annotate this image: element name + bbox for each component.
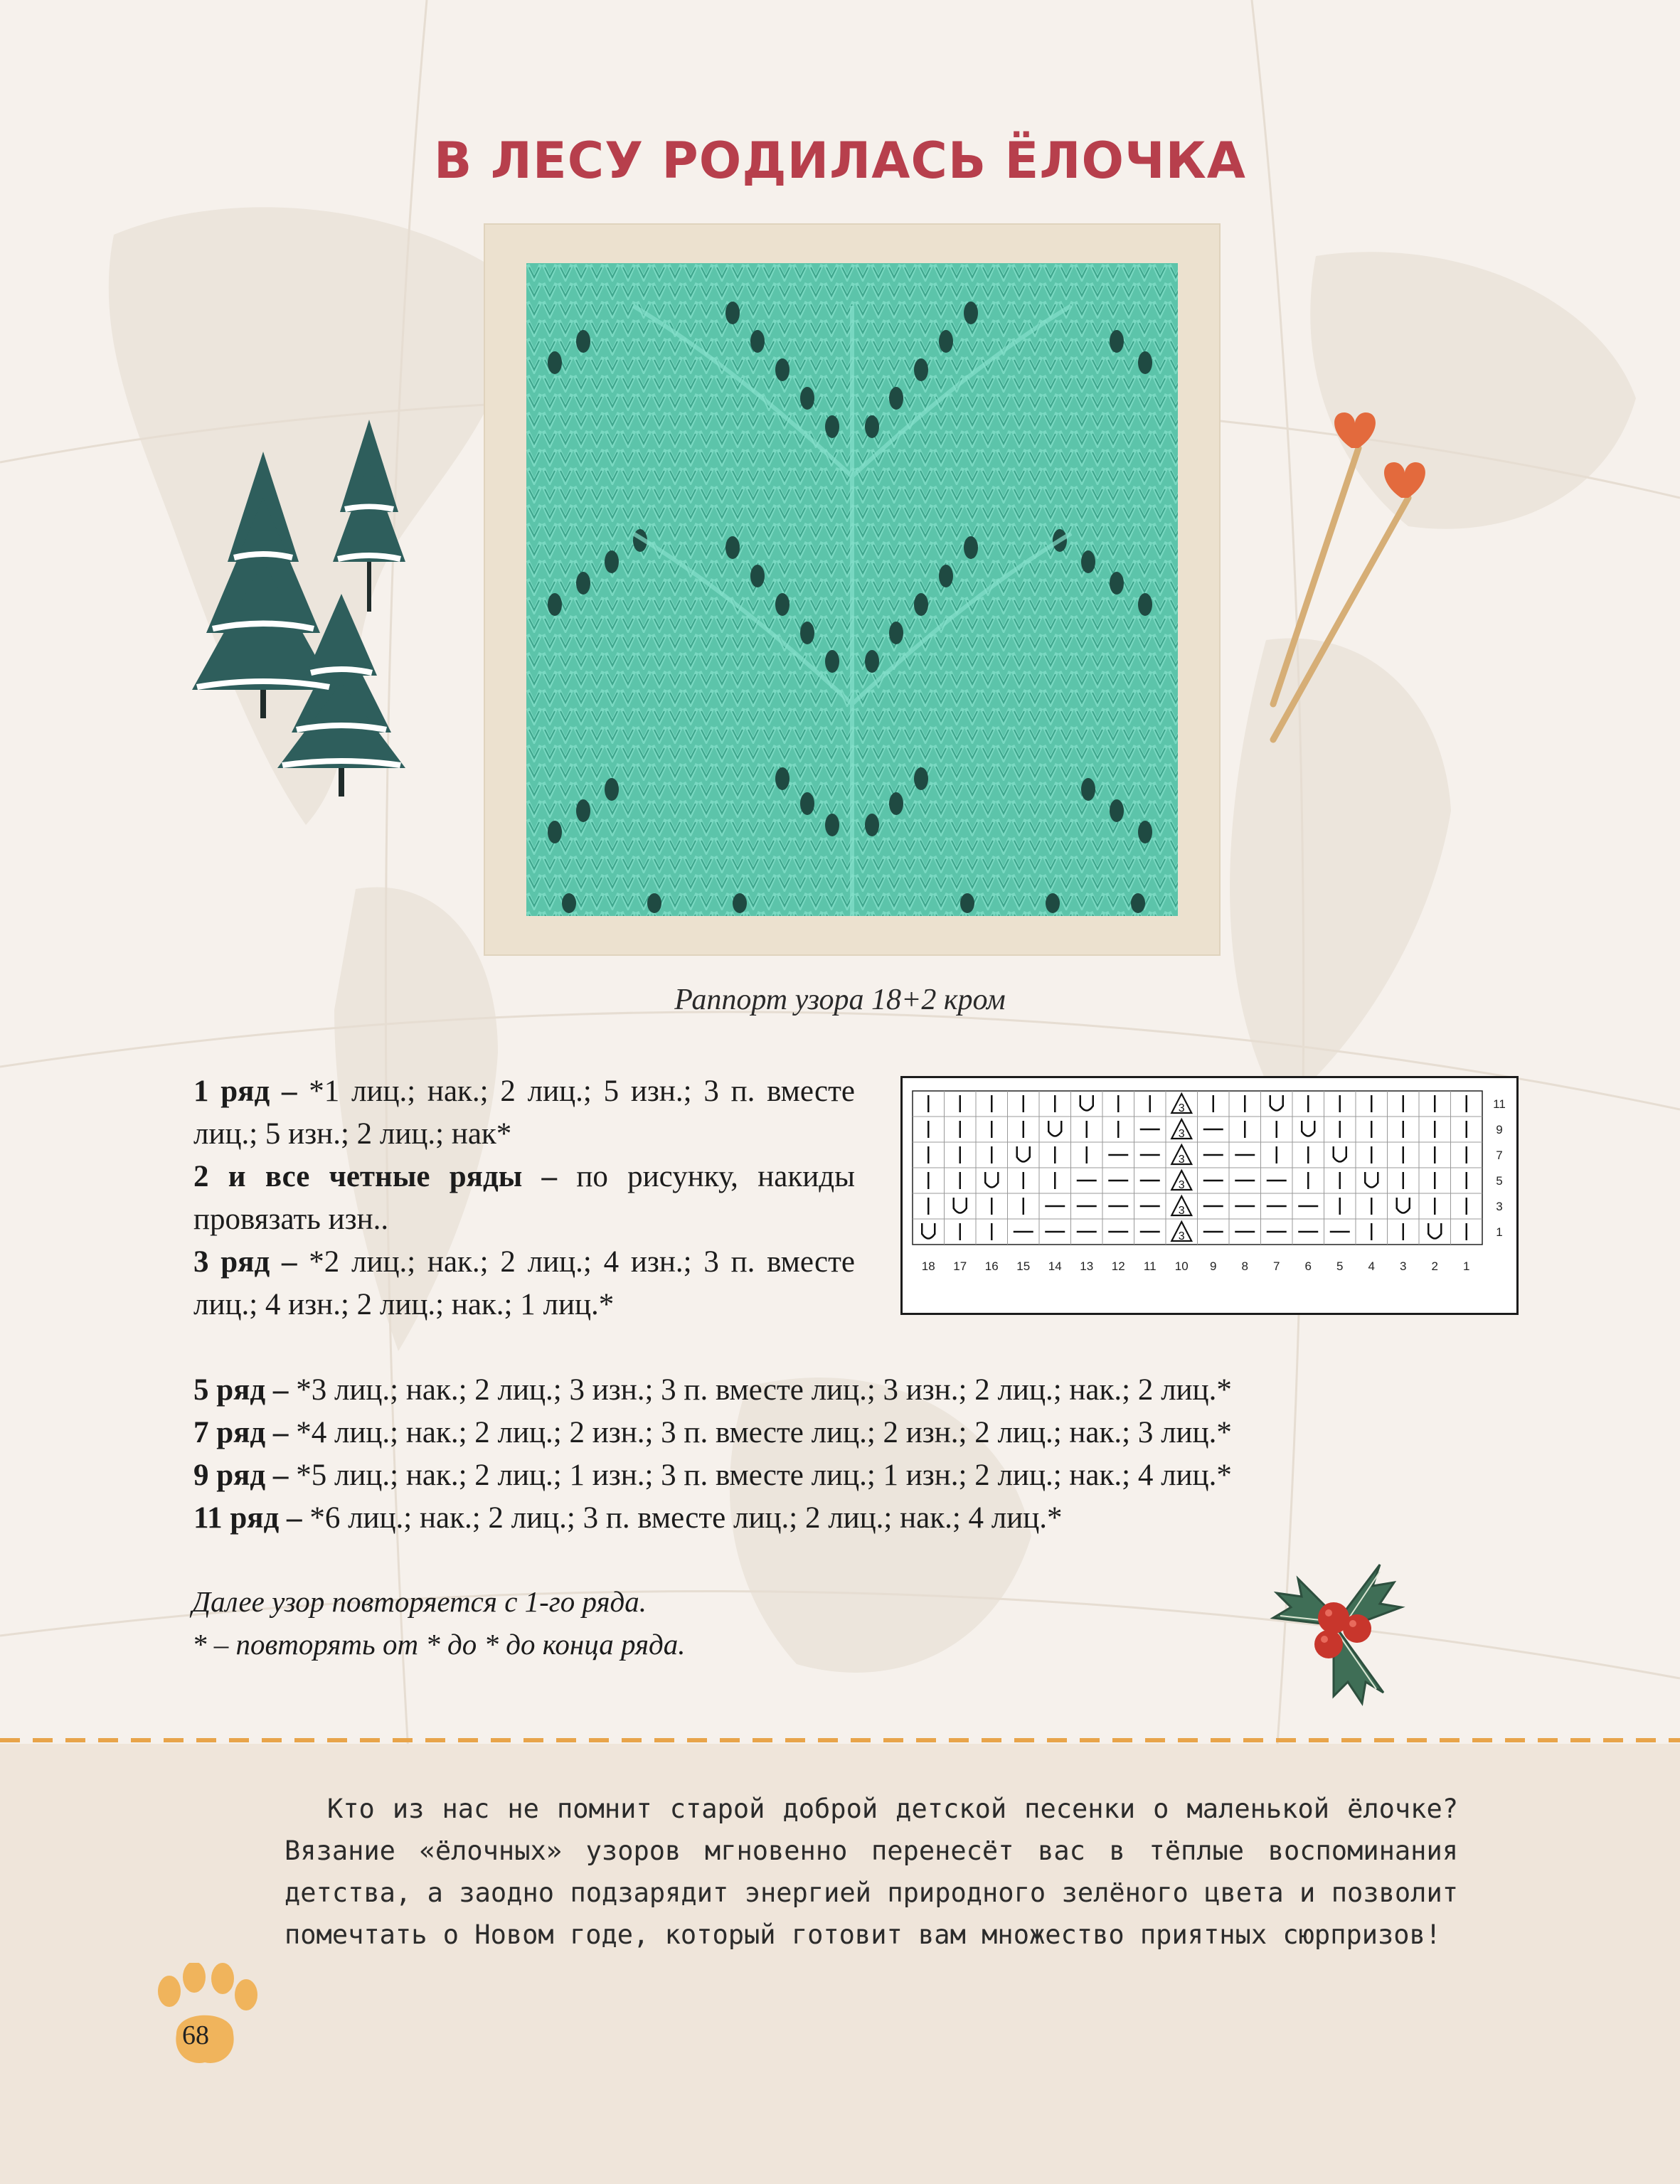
yarn-over-symbol (1302, 1121, 1314, 1136)
chart-column-number: 4 (1368, 1259, 1375, 1273)
yarn-over-symbol (985, 1172, 998, 1188)
chart-column-number: 12 (1111, 1259, 1125, 1273)
row-label: 2 и все четные ряды – (193, 1160, 558, 1193)
holly-illustration (1266, 1550, 1408, 1707)
yarn-over-symbol (1270, 1095, 1283, 1111)
yarn-over-symbol (1048, 1121, 1061, 1136)
yarn-over-symbol (1365, 1172, 1378, 1188)
yarn-over-symbol (1334, 1146, 1346, 1162)
three-together-label: 3 (1178, 1154, 1185, 1166)
three-together-label: 3 (1178, 1230, 1185, 1242)
row-text: *3 лиц.; нак.; 2 лиц.; 3 изн.; 3 п. вместе лиц.; 3 изн.; 2 лиц.; нак.; 2 лиц.* (296, 1373, 1232, 1407)
swatch-photo-frame (484, 223, 1221, 956)
chart-column-number: 5 (1336, 1259, 1344, 1273)
row-11-instruction (193, 1497, 1063, 1540)
three-together-label: 3 (1178, 1102, 1185, 1114)
row-1-instruction (193, 1070, 855, 1156)
yarn-over-symbol (922, 1223, 935, 1239)
three-together-label: 3 (1178, 1128, 1185, 1140)
row-text: по рисунку, накиды провязать изн.. (193, 1160, 855, 1236)
row-5-instruction (193, 1369, 1232, 1412)
fir-trees-illustration (192, 420, 420, 804)
note-repeat: Далее узор повторяется с 1-го ряда. (192, 1585, 647, 1618)
pattern-notes (192, 1580, 686, 1666)
yarn-over-symbol (1017, 1146, 1030, 1162)
row-text: *1 лиц.; нак.; 2 лиц.; 5 изн.; 3 п. вместе лиц.; 5 изн.; 2 лиц.; нак* (193, 1075, 855, 1151)
chart-row-number: 9 (1496, 1123, 1503, 1136)
three-together-label: 3 (1178, 1179, 1185, 1191)
row-text: *6 лиц.; нак.; 2 лиц.; 3 п. вместе лиц.; 2 лиц.; нак.; 4 лиц.* (309, 1501, 1063, 1535)
knitted-swatch-photo (526, 263, 1178, 916)
chart-column-number: 13 (1080, 1259, 1094, 1273)
story-text: Кто из нас не помнит старой доброй детской песенки о маленькой ёлочке? Вязание «ёлочных» узоров мгновенно перенесёт вас в тёплые воспоминания детства, а заодно подзарядит энергией природного зелёного цвета и позволит помечтать о Новом годе, который готовит вам множество приятных сюрпризов! (285, 1794, 1458, 1950)
row-2-instruction (193, 1156, 855, 1241)
knitting-chart-grid (903, 1078, 1516, 1313)
chart-row-number: 1 (1496, 1225, 1503, 1239)
chart-column-number: 15 (1016, 1259, 1031, 1273)
row-label: 3 ряд – (193, 1245, 297, 1279)
chart-column-number: 7 (1273, 1259, 1280, 1273)
row-text: *5 лиц.; нак.; 2 лиц.; 1 изн.; 3 п. вместе лиц.; 1 изн.; 2 лиц.; нак.; 4 лиц.* (296, 1459, 1232, 1492)
row-label: 5 ряд – (193, 1373, 289, 1407)
yarn-over-symbol (954, 1198, 967, 1213)
knitting-chart (900, 1076, 1519, 1315)
chart-column-number: 1 (1463, 1259, 1470, 1273)
chart-row-number: 5 (1496, 1174, 1503, 1188)
yarn-over-symbol (1397, 1198, 1410, 1213)
chart-column-number: 8 (1241, 1259, 1248, 1273)
pattern-caption: Раппорт узора 18+2 кром (674, 984, 1006, 1016)
chart-column-number: 14 (1048, 1259, 1062, 1273)
chart-column-number: 2 (1431, 1259, 1438, 1273)
page-number: 68 (182, 2020, 209, 2050)
chart-column-number: 6 (1304, 1259, 1312, 1273)
chart-column-number: 10 (1174, 1259, 1189, 1273)
row-label: 7 ряд – (193, 1416, 289, 1449)
chart-row-number: 11 (1493, 1097, 1506, 1111)
row-label: 1 ряд – (193, 1075, 297, 1108)
chart-row-number: 3 (1496, 1200, 1503, 1213)
chart-row-number: 7 (1496, 1149, 1503, 1162)
row-text: *2 лиц.; нак.; 2 лиц.; 4 изн.; 3 п. вместе лиц.; 4 изн.; 2 лиц.; нак.; 1 лиц.* (193, 1245, 855, 1321)
chart-column-number: 11 (1143, 1259, 1157, 1273)
page-title: В ЛЕСУ РОДИЛАСЬ ЁЛОЧКА (434, 132, 1246, 190)
chart-column-number: 17 (953, 1259, 967, 1273)
three-together-label: 3 (1178, 1205, 1185, 1217)
row-label: 11 ряд – (193, 1501, 302, 1535)
yarn-over-symbol (1428, 1223, 1441, 1239)
paw-print-icon (148, 1963, 262, 2070)
chart-column-number: 16 (984, 1259, 999, 1273)
chart-column-number: 9 (1210, 1259, 1217, 1273)
row-3-instruction (193, 1241, 855, 1326)
chart-column-number: 18 (921, 1259, 935, 1273)
row-9-instruction (193, 1454, 1232, 1497)
chart-column-number: 3 (1400, 1259, 1407, 1273)
row-7-instruction (193, 1412, 1232, 1454)
knitting-needles-illustration (1259, 405, 1444, 747)
row-text: *4 лиц.; нак.; 2 лиц.; 2 изн.; 3 п. вместе лиц.; 2 изн.; 2 лиц.; нак.; 3 лиц.* (296, 1416, 1232, 1449)
row-label: 9 ряд – (193, 1459, 289, 1492)
yarn-over-symbol (1080, 1095, 1093, 1111)
dashed-separator (0, 1737, 1680, 1743)
note-asterisk: * – повторять от * до * до конца ряда. (192, 1628, 686, 1661)
